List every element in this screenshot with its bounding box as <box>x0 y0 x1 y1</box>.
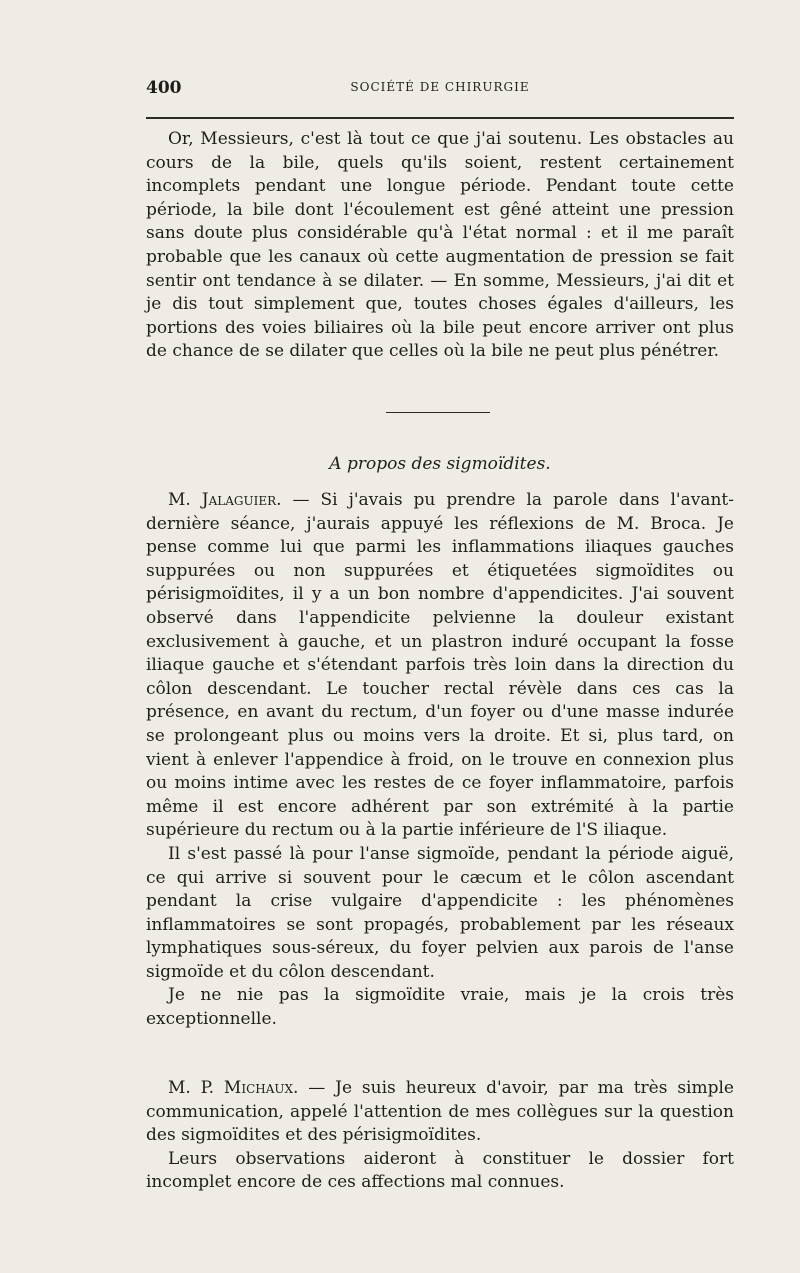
speaker-prefix-michaux: M. P. <box>168 1078 224 1098</box>
speaker-name-jalaguier: Jalaguier <box>201 490 277 510</box>
paragraph-michaux-1 <box>146 1077 734 1148</box>
text-block-bile <box>146 128 734 364</box>
paragraph-michaux-2: Leurs observations aideront à constituer le dossier fort incomplet encore de ces affections mal connues. <box>146 1148 734 1193</box>
paragraph-jalaguier-1-text: . — Si j'avais pu prendre la parole dans l'avant-dernière séance, j'aurais appuyé les réflexions de M. Broca. Je pense comme lui que parmi les inflammations iliaques gauches suppurées ou non suppurées et étiquetées sigmoïdites ou périsigmoïdites, il y a un bon nombre d'appendicites. J'ai souvent observé dans l'appendicite pelvienne la douleur existant exclusivement à gauche, et un plastron induré occupant la fosse iliaque gauche et s'étendant parfois très loin dans la direction du côlon descendant. Le toucher rectal révèle dans ces cas la présence, en avant du rectum, d'un foyer ou d'une masse indurée se prolongeant plus ou moins vers la droite. Et si, plus tard, on vient à enlever l'appendice à froid, on le trouve en connexion plus ou moins intime avec les restes de ce foyer inflammatoire, parfois même il est encore adhérent par son extrémité à la partie supérieure du rectum ou à la partie inférieure de l'S iliaque. <box>146 490 734 841</box>
text-block-michaux <box>146 1077 734 1195</box>
paragraph-jalaguier-1 <box>146 489 734 843</box>
text-block-jalaguier <box>146 489 734 1032</box>
page-header <box>146 78 734 100</box>
header-rule <box>146 117 734 119</box>
section-title: A propos des sigmoïdites. <box>329 454 551 474</box>
paragraph-jalaguier-3: Je ne nie pas la sigmoïdite vraie, mais je la crois très exceptionnelle. <box>146 985 734 1030</box>
paragraph-bile: Or, Messieurs, c'est là tout ce que j'ai soutenu. Les obstacles au cours de la bile, quels qu'ils soient, restent certainement incomplets pendant une longue période. Pendant toute cette période, la bile dont l'écoulement est gêné atteint une pression sans doute plus considérable qu'à l'état normal : et il me paraît probable que les canaux où cette augmentation de pression se fait sentir ont tendance à se dilater. — En somme, Messieurs, j'ai dit et je dis tout simplement que, toutes choses égales d'ailleurs, les portions des voies biliaires où la bile peut encore arriver ont plus de chance de se dilater que celles où la bile ne peut plus pénétrer. <box>146 129 734 362</box>
running-head: SOCIÉTÉ DE CHIRURGIE <box>350 80 530 94</box>
paragraph-jalaguier-2: Il s'est passé là pour l'anse sigmoïde, pendant la période aiguë, ce qui arrive si souvent pour le cæcum et le côlon ascendant pendant la crise vulgaire d'appendicite : les phénomènes inflammatoires se sont propagés, probablement par les réseaux lymphatiques sous-séreux, du foyer pelvien aux parois de l'anse sigmoïde et du côlon descendant. <box>146 843 734 982</box>
page-number: 400 <box>146 78 182 98</box>
speaker-prefix-jalaguier: M. <box>168 490 202 510</box>
speaker-name-michaux: Michaux <box>223 1078 294 1098</box>
section-separator <box>386 412 490 413</box>
paragraph-michaux-1-text: . — Je suis heureux d'avoir, par ma très simple communication, appelé l'attention de mes collègues sur la question des sigmoïdites et des périsigmoïdites. <box>146 1078 734 1146</box>
